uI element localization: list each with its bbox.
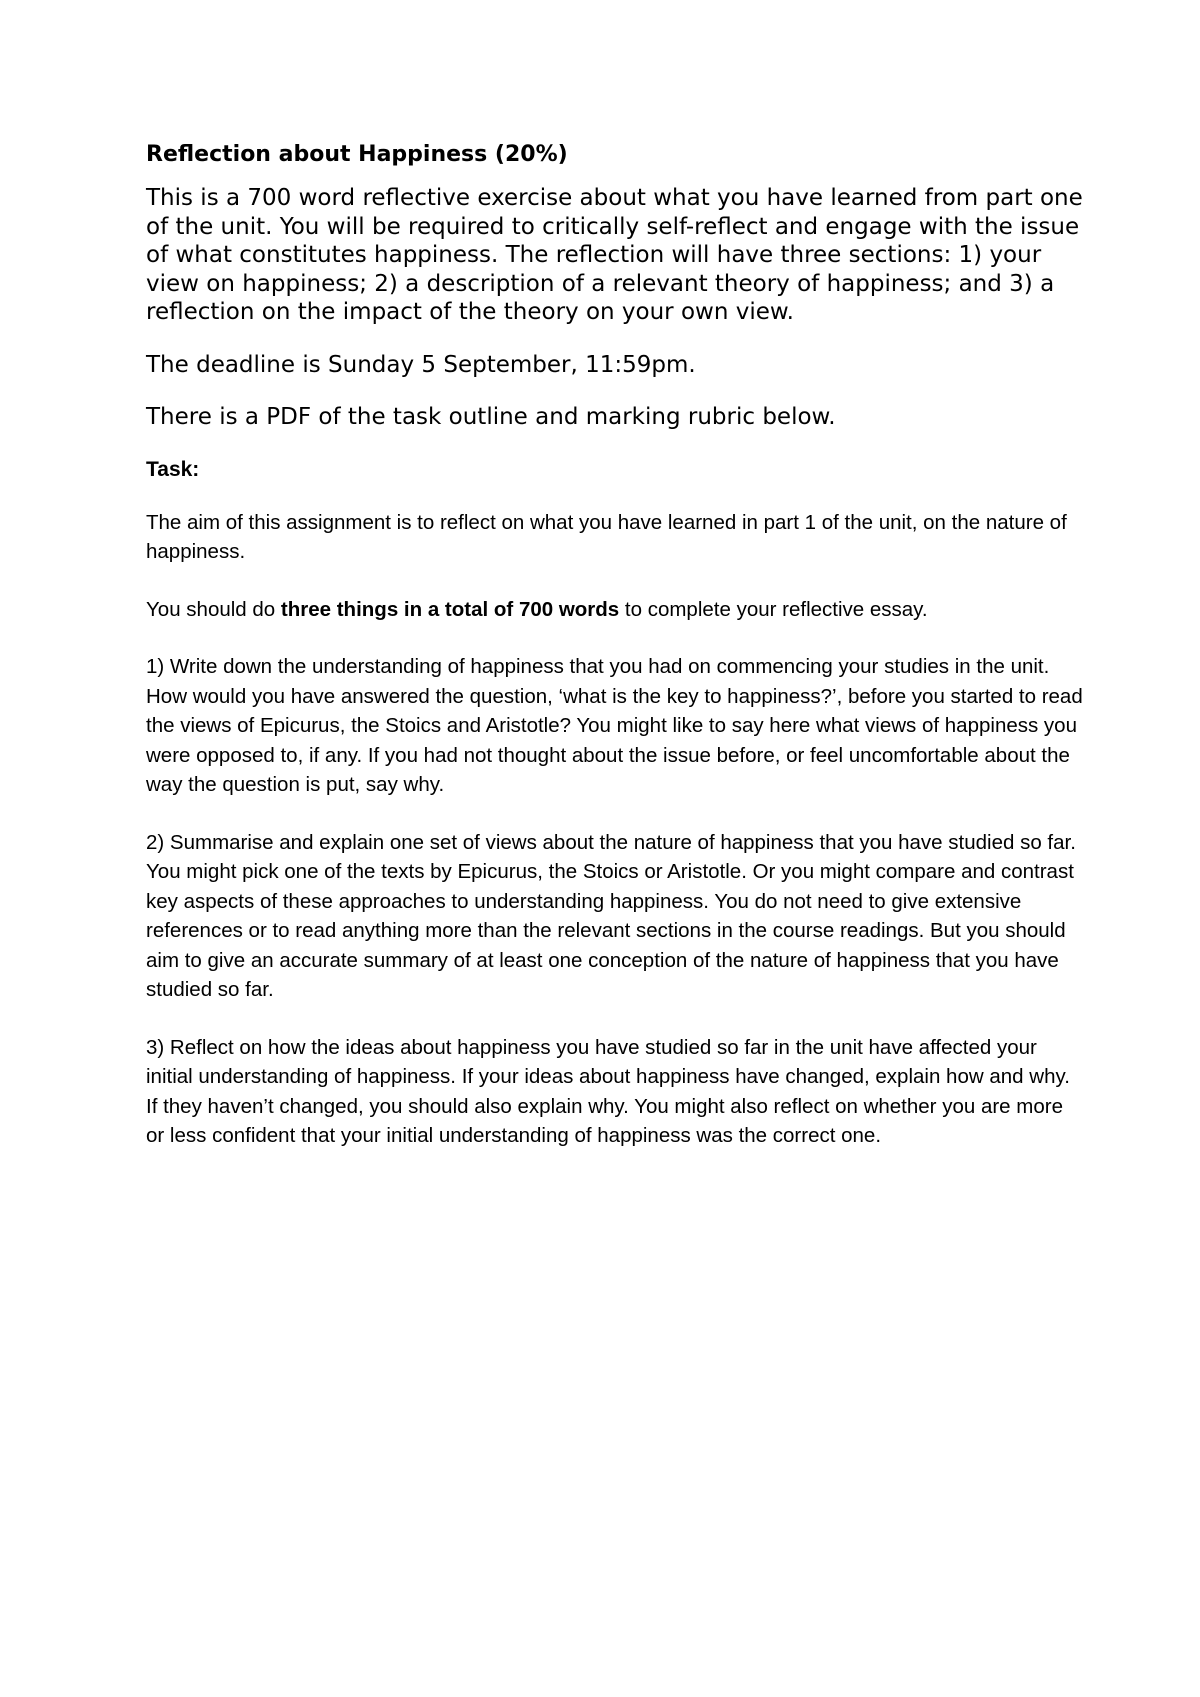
- task-item-2: 2) Summarise and explain one set of views about the nature of happiness that you have studied so far. You might pick one of the texts by Epicurus, the Stoics or Aristotle. Or you might compare and contrast key aspects of these approaches to understanding happiness. You do not need to give extensive references or to read anything more than the relevant sections in the course readings. But you should aim to give an accurate summary of at least one conception of the nature of happiness that you have studied so far.: [146, 830, 1076, 1001]
- task-heading: Task:: [146, 457, 200, 481]
- intro-paragraph: This is a 700 word reflective exercise about what you have learned from part one of the unit. You will be required to critically self-reflect and engage with the issue of what constitutes happiness. The reflection will have three sections: 1) your view on happiness; 2) a description of a relevant theory of happiness; and 3) a reflection on the impact of the theory on your own view.: [146, 185, 1083, 325]
- instruction-before: You should do: [146, 597, 281, 621]
- instruction-paragraph: [146, 595, 1086, 625]
- aim-paragraph: The aim of this assignment is to reflect on what you have learned in part 1 of the unit, on the nature of happiness.: [146, 510, 1067, 563]
- document-page: [146, 140, 1086, 1179]
- document-title: Reflection about Happiness (20%): [146, 142, 568, 167]
- task-item-3: 3) Reflect on how the ideas about happiness you have studied so far in the unit have affected your initial understanding of happiness. If your ideas about happiness have changed, explain how and why. If they haven’t changed, you should also explain why. You might also reflect on whether you are more or less confident that your initial understanding of happiness was the correct one.: [146, 1035, 1070, 1147]
- instruction-bold: three things in a total of 700 words: [280, 597, 620, 621]
- deadline-text: The deadline is Sunday 5 September, 11:59pm.: [146, 351, 696, 378]
- task-item-1: 1) Write down the understanding of happiness that you had on commencing your studies in the unit. How would you have answered the question, ‘what is the key to happiness?’, before you started to read the views of Epicurus, the Stoics and Aristotle? You might like to say here what views of happiness you were opposed to, if any. If you had not thought about the issue before, or feel uncomfortable about the way the question is put, say why.: [146, 655, 1083, 796]
- pdf-note: There is a PDF of the task outline and marking rubric below.: [146, 404, 836, 430]
- instruction-after: to complete your reflective essay.: [619, 597, 928, 621]
